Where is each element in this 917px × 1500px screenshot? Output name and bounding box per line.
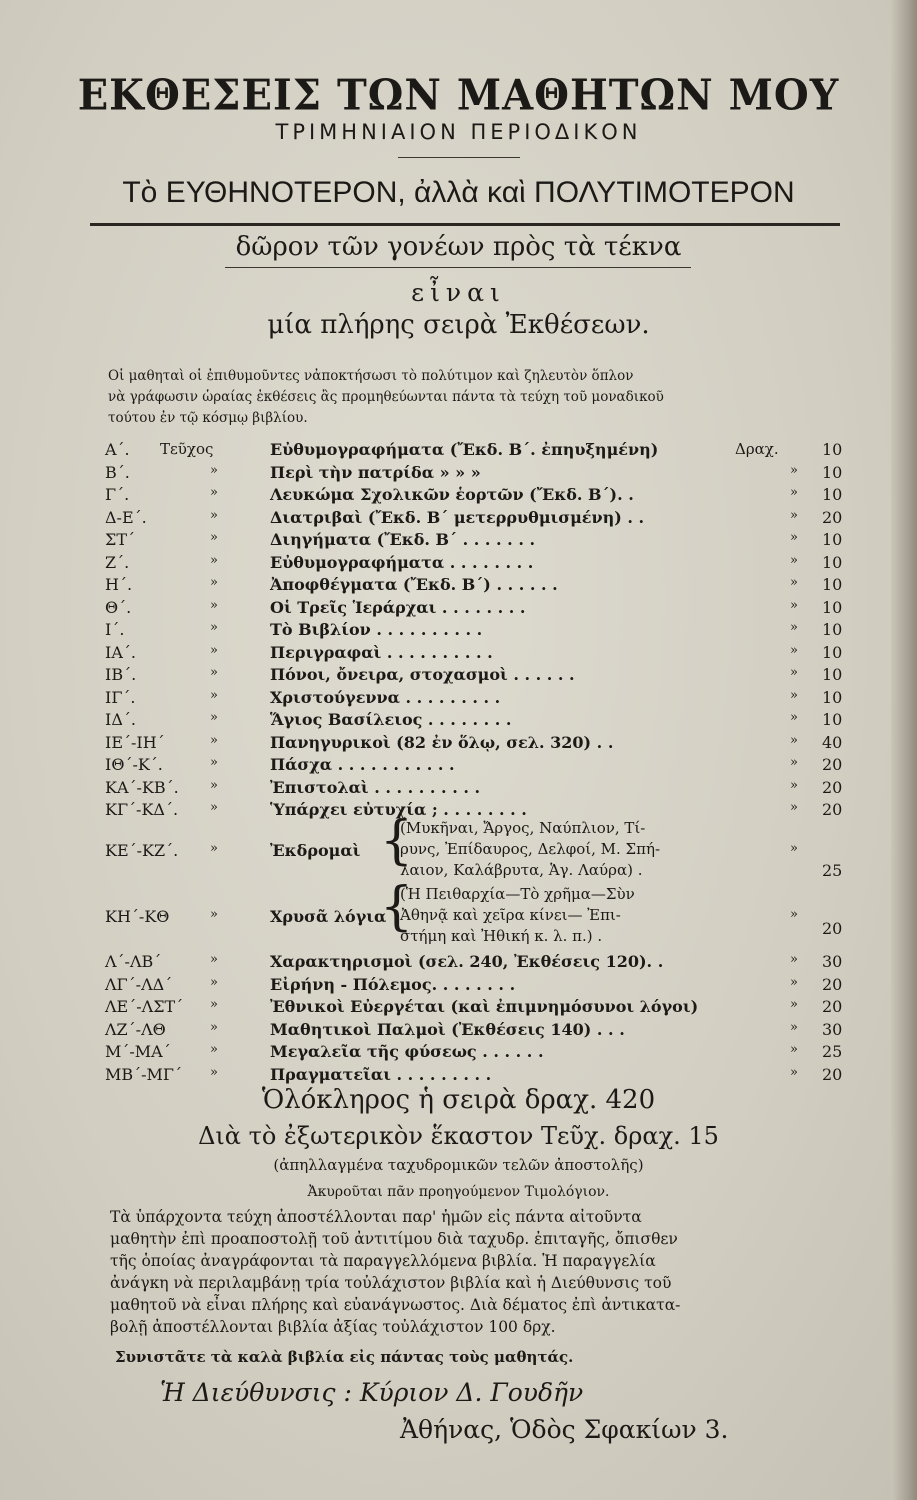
issue-price: 25 bbox=[822, 1042, 843, 1061]
price-ditto: » bbox=[790, 597, 798, 613]
brace-line: στήμη καὶ Ἠθική κ. λ. π.) . bbox=[400, 927, 603, 945]
issue-title: Μαθητικοὶ Παλμοὶ (Ἐκθέσεις 140) . . . bbox=[270, 1019, 625, 1039]
price-ditto: » bbox=[790, 952, 798, 967]
ditto-mark: » bbox=[210, 620, 218, 635]
price-ditto: » bbox=[790, 732, 798, 748]
price-ditto: » bbox=[790, 507, 798, 523]
price-ditto: » bbox=[790, 642, 798, 658]
issue-number: ΙΑ΄. bbox=[105, 642, 136, 662]
issue-title: Εὐθυμογραφήματα . . . . . . . . bbox=[270, 552, 534, 572]
ditto-mark: » bbox=[210, 1042, 218, 1057]
total-price: Ὁλόκληρος ἡ σειρὰ δραχ. 420 bbox=[261, 1085, 656, 1115]
price-ditto: » bbox=[790, 997, 798, 1012]
issue-number: ΛΓ΄-ΛΔ΄ bbox=[105, 974, 173, 994]
issue-number: Θ΄. bbox=[105, 597, 132, 617]
issue-number: Η΄. bbox=[105, 575, 133, 594]
issue-price: 10 bbox=[822, 552, 843, 572]
issue-price: 25 bbox=[822, 861, 843, 880]
price-ditto: » bbox=[790, 710, 798, 725]
ditto-mark: » bbox=[210, 687, 218, 703]
issue-title: Μεγαλεῖα τῆς φύσεως . . . . . . bbox=[270, 1042, 544, 1061]
price-ditto: » bbox=[790, 620, 798, 635]
brace-line: Ἀθηνᾷ καὶ χεῖρα κίνει— Ἐπι- bbox=[400, 906, 621, 924]
price-ditto: » bbox=[790, 485, 798, 500]
brace-line: λαιον, Καλάβρυτα, Ἁγ. Λαύρα) . bbox=[400, 861, 643, 879]
issue-title: Περὶ τὴν πατρίδα » » » bbox=[270, 462, 481, 482]
issue-number: Λ΄-ΛΒ΄ bbox=[105, 952, 162, 971]
issue-title: Ἐπιστολαὶ . . . . . . . . . . bbox=[270, 777, 481, 797]
ditto-mark: » bbox=[210, 485, 218, 500]
issue-title: Λευκώμα Σχολικῶν ἑορτῶν (Ἔκδ. Β΄). . bbox=[270, 485, 634, 504]
issue-title: Χαρακτηρισμοὶ (σελ. 240, Ἐκθέσεις 120). . bbox=[270, 952, 664, 971]
currency-label: Δραχ. bbox=[735, 440, 779, 458]
issue-title: Περιγραφαὶ . . . . . . . . . . bbox=[270, 642, 493, 662]
issue-number: ΙΓ΄. bbox=[105, 687, 136, 707]
ditto-mark: » bbox=[210, 1064, 218, 1080]
divider bbox=[90, 223, 840, 226]
issue-price: 10 bbox=[822, 530, 843, 549]
issue-price: 20 bbox=[822, 1064, 843, 1084]
issue-title: Χρυσᾶ λόγια bbox=[270, 907, 387, 926]
ditto-mark: » bbox=[210, 710, 218, 725]
magazine-subtitle: ΤΡΙΜΗΝΙΑΙΟΝ ΠΕΡΙΟΔΙΚΟΝ bbox=[275, 120, 642, 144]
issue-price: 10 bbox=[822, 597, 843, 617]
headline: Τὸ ΕΥΘΗΝΟΤΕΡΟΝ, ἀλλὰ καὶ ΠΟΛΥΤΙΜΟΤΕΡΟΝ bbox=[122, 176, 795, 209]
issue-price: 10 bbox=[822, 485, 843, 504]
issue-price: 20 bbox=[822, 777, 843, 797]
issue-title: Πραγματεῖαι . . . . . . . . . bbox=[270, 1064, 492, 1084]
ditto-mark: » bbox=[210, 755, 218, 770]
ditto-mark: » bbox=[210, 507, 218, 523]
ordering-line: μαθητὴν ἐπὶ προαποστολῇ τοῦ ἀντιτίμου διὰ ταχυδρ. ἐπιταγῆς, ὄπισθεν bbox=[110, 1230, 678, 1248]
issue-title: Τὸ Βιβλίον . . . . . . . . . . bbox=[270, 620, 483, 639]
brace-line: (Ἡ Πειθαρχία—Τὸ χρῆμα—Σὺν bbox=[400, 885, 635, 903]
price-ditto: » bbox=[790, 687, 798, 703]
issue-title: Πόνοι, ὄνειρα, στοχασμοὶ . . . . . . bbox=[270, 665, 575, 684]
price-ditto: » bbox=[790, 665, 798, 680]
price-ditto: » bbox=[790, 974, 798, 990]
issue-number: ΙΒ΄. bbox=[105, 665, 137, 684]
price-ditto: » bbox=[790, 755, 798, 770]
issue-number: ΚΕ΄-ΚΖ΄. bbox=[105, 841, 179, 860]
ordering-line: τῆς ὁποίας ἀναγράφονται τὰ παραγγελλόμενα βιβλία. Ἡ παραγγελία bbox=[110, 1252, 656, 1270]
ditto-mark: » bbox=[210, 1019, 218, 1035]
issue-title: Ὑπάρχει εὐτυχία ; . . . . . . . . bbox=[270, 800, 527, 819]
ditto-mark: » bbox=[210, 530, 218, 545]
ditto-mark: » bbox=[210, 732, 218, 748]
issue-price: 10 bbox=[822, 687, 843, 707]
series-line: μία πλήρης σειρὰ Ἐκθέσεων. bbox=[267, 310, 650, 340]
issue-number: ΚΑ΄-ΚΒ΄. bbox=[105, 777, 179, 797]
cancel-notice: Ἀκυροῦται πᾶν προηγούμενον Τιμολόγιον. bbox=[307, 1184, 610, 1200]
issue-title: Ἐθνικοὶ Εὐεργέται (καὶ ἐπιμνημόσυνοι λόγοι) bbox=[270, 997, 699, 1016]
issue-price: 10 bbox=[822, 642, 843, 662]
price-ditto: » bbox=[790, 1064, 798, 1080]
issue-title: Εὐθυμογραφήματα (Ἔκδ. Β΄. ἐπηυξημένη) bbox=[270, 440, 659, 459]
ditto-mark: » bbox=[210, 552, 218, 568]
issue-number: Μ΄-ΜΑ΄ bbox=[105, 1042, 171, 1061]
einai-line: εἶναι bbox=[411, 278, 506, 307]
price-ditto: » bbox=[790, 575, 798, 590]
book-spine-edge bbox=[891, 0, 917, 1500]
brace-mark: { bbox=[380, 877, 414, 937]
price-ditto: » bbox=[790, 1019, 798, 1035]
issue-price: 30 bbox=[822, 952, 843, 971]
issue-price: 10 bbox=[822, 710, 843, 729]
issue-number: ΙΕ΄-ΙΗ΄ bbox=[105, 732, 165, 752]
price-ditto: » bbox=[790, 462, 798, 478]
issue-price: 10 bbox=[822, 440, 843, 459]
issue-price: 20 bbox=[822, 919, 843, 938]
ditto-mark: » bbox=[210, 974, 218, 990]
intro-line: Οἱ μαθηταὶ οἱ ἐπιθυμοῦντες νἀποκτήσωσι τὸ πολύτιμον καὶ ζηλευτὸν ὅπλον bbox=[108, 368, 634, 384]
ditto-mark: » bbox=[210, 665, 218, 680]
price-ditto: » bbox=[790, 841, 798, 856]
issue-number: ΚΓ΄-ΚΔ΄. bbox=[105, 800, 179, 819]
price-ditto: » bbox=[790, 1042, 798, 1057]
issue-number: ΙΔ΄. bbox=[105, 710, 136, 729]
issue-price: 30 bbox=[822, 1019, 843, 1039]
divider bbox=[225, 267, 691, 268]
issue-number: ΛΖ΄-ΛΘ bbox=[105, 1019, 166, 1039]
ordering-line: μαθητοῦ νὰ εἶναι πλήρης καὶ εὐανάγνωστος. Διὰ δέματος ἐπὶ ἀντικατα- bbox=[110, 1296, 681, 1314]
ordering-line: Τὰ ὑπάρχοντα τεύχη ἀποστέλλονται παρ' ἡμῶν εἰς πάντα αἰτοῦντα bbox=[110, 1208, 642, 1226]
magazine-title: ΕΚΘΕΣΕΙΣ ΤΩΝ ΜΑΘΗΤΩΝ ΜΟΥ bbox=[77, 70, 840, 121]
issue-title: Χριστούγεννα . . . . . . . . . bbox=[270, 687, 501, 707]
recommend-line: Συνιστᾶτε τὰ καλὰ βιβλία εἰς πάντας τοὺς μαθητάς. bbox=[115, 1348, 574, 1366]
ditto-mark: » bbox=[210, 800, 218, 815]
ditto-mark: » bbox=[210, 462, 218, 478]
brace-mark: { bbox=[380, 811, 414, 871]
postage-note: (ἀπηλλαγμένα ταχυδρομικῶν τελῶν ἀποστολῆς) bbox=[273, 1156, 644, 1174]
issue-number: ΣΤ΄ bbox=[105, 530, 135, 549]
ditto-mark: » bbox=[210, 841, 218, 856]
issue-price: 20 bbox=[822, 755, 843, 774]
gift-line: δῶρον τῶν γονέων πρὸς τὰ τέκνα bbox=[235, 232, 682, 262]
issue-number: ΚΗ΄-ΚΘ bbox=[105, 907, 170, 926]
ditto-mark: » bbox=[210, 777, 218, 793]
address-line-2: Ἀθήνας, Ὁδὸς Σφακίων 3. bbox=[400, 1415, 729, 1444]
price-ditto: » bbox=[790, 552, 798, 568]
ditto-mark: » bbox=[210, 575, 218, 590]
price-ditto: » bbox=[790, 800, 798, 815]
issue-price: 40 bbox=[822, 732, 843, 752]
issue-title: Ἅγιος Βασίλειος . . . . . . . . bbox=[270, 710, 512, 729]
issue-title: Πανηγυρικοὶ (82 ἐν ὅλῳ, σελ. 320) . . bbox=[270, 732, 614, 752]
ditto-mark: » bbox=[210, 952, 218, 967]
issue-title: Διηγήματα (Ἔκδ. Β΄ . . . . . . . bbox=[270, 530, 536, 549]
issue-price: 10 bbox=[822, 575, 843, 594]
issue-title: Οἱ Τρεῖς Ἱεράρχαι . . . . . . . . bbox=[270, 597, 526, 617]
brace-line: ρυνς, Ἐπίδαυρος, Δελφοί, Μ. Σπή- bbox=[400, 840, 661, 858]
intro-line: νὰ γράφωσιν ὡραίας ἐκθέσεις ἂς προμηθεύωνται πάντα τὰ τεύχη τοῦ μοναδικοῦ bbox=[108, 389, 664, 405]
ditto-mark: » bbox=[210, 907, 218, 922]
price-ditto: » bbox=[790, 530, 798, 545]
issue-number: Ι΄. bbox=[105, 620, 125, 639]
issue-price: 10 bbox=[822, 665, 843, 684]
issue-price: 10 bbox=[822, 462, 843, 482]
price-ditto: » bbox=[790, 777, 798, 793]
divider bbox=[398, 157, 520, 158]
issue-number: Α΄. bbox=[105, 440, 130, 459]
brace-line: (Μυκῆναι, Ἄργος, Ναύπλιον, Τί- bbox=[400, 819, 646, 837]
issue-title: Ἐκδρομαὶ bbox=[270, 841, 361, 860]
intro-line: τούτου ἐν τῷ κόσμῳ βιβλίου. bbox=[108, 410, 308, 426]
ditto-mark: » bbox=[210, 997, 218, 1012]
issue-title: Διατριβαὶ (Ἔκδ. Β΄ μετερρυθμισμένη) . . bbox=[270, 507, 645, 527]
issue-number: ΜΒ΄-ΜΓ΄ bbox=[105, 1064, 183, 1084]
issue-price: 20 bbox=[822, 997, 843, 1016]
issue-number: Ζ΄. bbox=[105, 552, 130, 572]
issue-title: Εἰρήνη - Πόλεμος. . . . . . . . bbox=[270, 974, 516, 994]
ordering-line: ἀνάγκη νὰ περιλαμβάνῃ τρία τοὐλάχιστον βιβλία καὶ ἡ Διεύθυνσις τοῦ bbox=[110, 1274, 672, 1292]
issue-word: Τεῦχος bbox=[160, 440, 214, 458]
ditto-mark: » bbox=[210, 642, 218, 658]
ditto-mark: » bbox=[210, 597, 218, 613]
issue-price: 10 bbox=[822, 620, 843, 639]
abroad-price: Διὰ τὸ ἐξωτερικὸν ἕκαστον Τεῦχ. δραχ. 15 bbox=[198, 1122, 719, 1150]
issue-price: 20 bbox=[822, 800, 843, 819]
issue-number: ΙΘ΄-Κ΄. bbox=[105, 755, 163, 774]
issue-number: Γ΄. bbox=[105, 485, 130, 504]
issue-title: Πάσχα . . . . . . . . . . . bbox=[270, 755, 455, 774]
price-ditto: » bbox=[790, 907, 798, 922]
issue-number: Β΄. bbox=[105, 462, 130, 482]
issue-price: 20 bbox=[822, 507, 843, 527]
issue-number: Δ-Ε΄. bbox=[105, 507, 147, 527]
ordering-line: βολῇ ἀποστέλλονται βιβλία ἀξίας τοὐλάχιστον 100 δρχ. bbox=[110, 1318, 556, 1336]
issue-title: Ἀποφθέγματα (Ἔκδ. Β΄) . . . . . . bbox=[270, 575, 558, 594]
issue-price: 20 bbox=[822, 974, 843, 994]
issue-number: ΛΕ΄-ΛΣΤ΄ bbox=[105, 997, 184, 1016]
address-line-1: Ἡ Διεύθυνσις : Κύριον Δ. Γουδῆν bbox=[160, 1378, 584, 1407]
